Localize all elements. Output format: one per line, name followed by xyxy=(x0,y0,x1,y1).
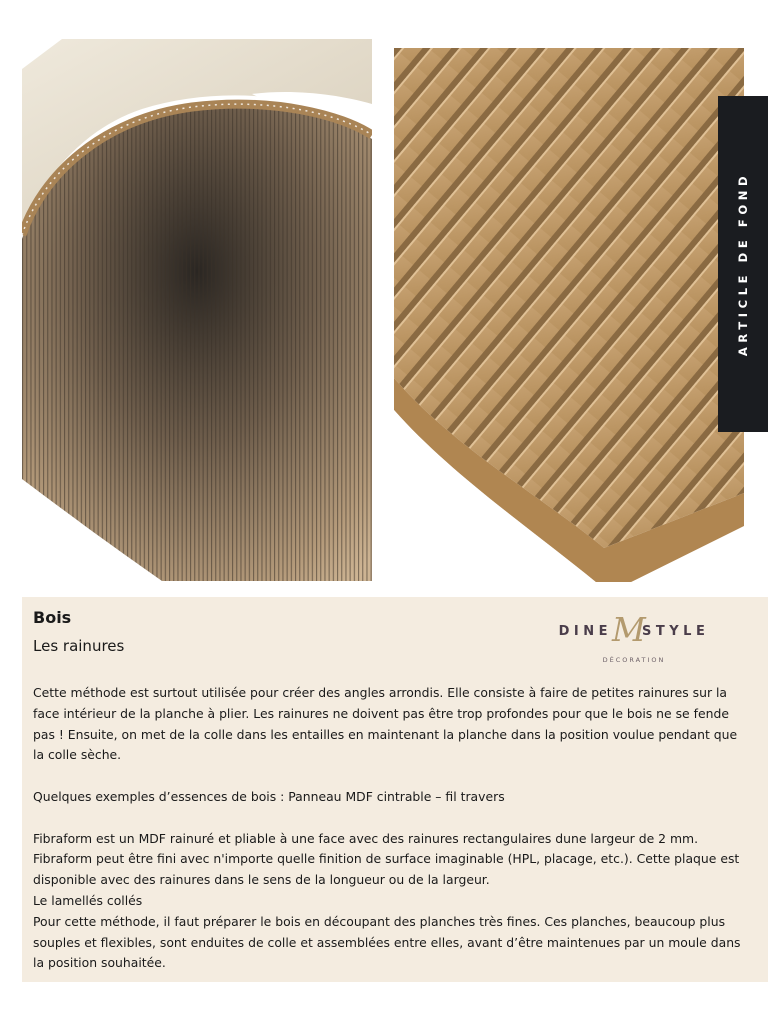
paragraph-fibraform: Fibraform est un MDF rainuré et pliable à une face avec des rainures rectangulaires dune largeur de 2 mm. Fibraform peut être fini avec n'importe quelle finition de surface imaginable (HPL, placage, etc.). Cette plaque est disponible avec des rainures dans le sens de la longueur ou de la largeur. xyxy=(33,830,740,888)
side-tab-article xyxy=(718,96,768,432)
photo-grooved-mdf-closeup xyxy=(394,48,744,582)
paragraph-examples: Quelques exemples d’essences de bois : Panneau MDF cintrable – fil travers xyxy=(33,788,505,804)
logo-monogram: M xyxy=(612,610,646,649)
brand-logo xyxy=(544,612,724,667)
paragraph-lamelles-heading: Le lamellés collés xyxy=(33,892,143,908)
mdf-closeup-illustration xyxy=(394,48,744,582)
curved-panel-illustration xyxy=(22,39,372,581)
paragraph-lamelles: Pour cette méthode, il faut préparer le bois en découpant des planches très fines. Ces planches, beaucoup plus souples et flexibles, sont enduites de colle et assemblées entre elles, avant d’être maintenues par un moule dans la position souhaitée. xyxy=(33,913,741,971)
logo-left-text: DINE xyxy=(558,624,613,639)
logo-right-text: STYLE xyxy=(642,624,710,639)
article-panel xyxy=(22,597,768,982)
section-title: Bois xyxy=(33,608,72,627)
side-tab-label: ARTICLE DE FOND xyxy=(736,171,750,357)
paragraph-intro: Cette méthode est surtout utilisée pour créer des angles arrondis. Elle consiste à faire de petites rainures sur la face intérieur de la planche à plier. Les rainures ne doivent pas être trop profondes pour que le bois ne se fende pas ! Ensuite, on met de la colle dans les entailles en maintenant la planche dans la position voulue pendant que la colle sèche. xyxy=(33,685,738,763)
section-subtitle: Les rainures xyxy=(33,637,125,655)
logo-tagline: DÉCORATION xyxy=(602,656,666,664)
photo-curved-grooved-panel xyxy=(22,39,372,581)
article-body xyxy=(33,683,751,974)
